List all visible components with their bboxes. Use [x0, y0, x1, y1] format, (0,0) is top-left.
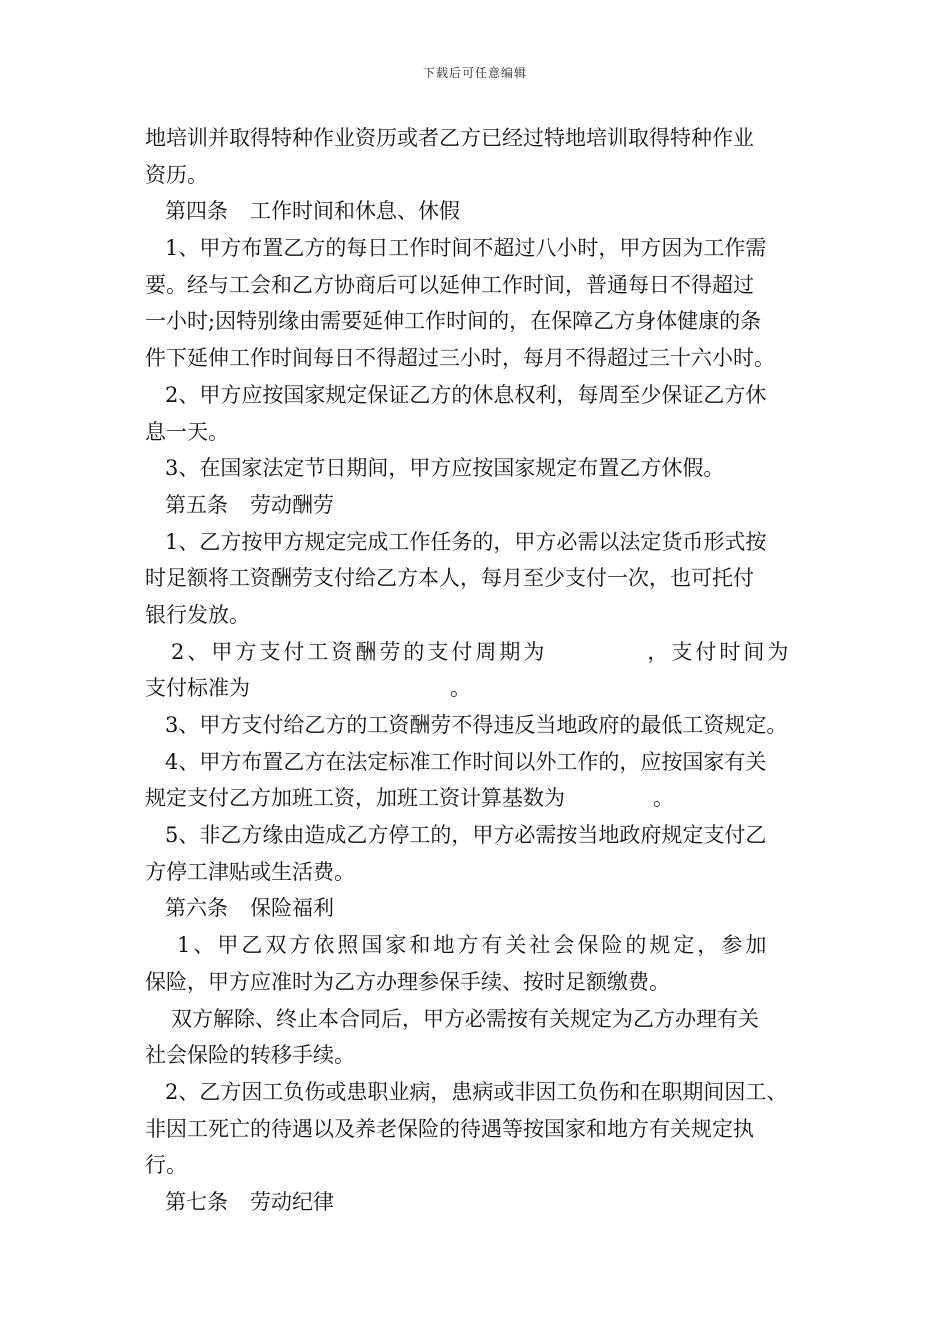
text-segment: 规定支付乙方加班工资，加班工资计算基数为 — [145, 786, 565, 811]
fill-in-line — [145, 670, 810, 707]
text-segment: 支付标准为 — [145, 676, 250, 701]
article-title: 工作时间和休息、休假 — [250, 199, 460, 224]
text-segment: ，支付时间为 — [647, 639, 792, 664]
text-line: 银行发放。 — [145, 602, 250, 627]
article-title: 劳动酬劳 — [250, 492, 334, 517]
text-line: 2、甲方应按国家规定保证乙方的休息权利，每周至少保证乙方休 — [165, 382, 767, 407]
text-line: 件下延伸工作时间每日不得超过三小时，每月不得超过三十六小时。 — [145, 346, 775, 371]
article-heading — [145, 487, 810, 524]
text-line: 保险，甲方应准时为乙方办理参保手续、按时足额缴费。 — [145, 969, 670, 994]
text-segment: 。 — [653, 786, 674, 811]
article-number: 第六条 — [165, 896, 228, 921]
text-line: 资历。 — [145, 162, 208, 187]
text-segment: 2、甲方支付工资酬劳的支付周期为 — [171, 639, 548, 664]
page-header: 下载后可任意编辑 — [422, 66, 527, 80]
text-line: 3、甲方支付给乙方的工资酬劳不得违反当地政府的最低工资规定。 — [165, 713, 788, 737]
article-title: 劳动纪律 — [250, 1189, 334, 1214]
text-line: 方停工津贴或生活费。 — [145, 859, 355, 884]
text-line: 息一天。 — [145, 419, 229, 444]
article-heading — [145, 193, 810, 230]
article-number: 第四条 — [165, 199, 228, 224]
fill-in-line — [145, 780, 810, 817]
text-line: 地培训并取得特种作业资历或者乙方已经过特地培训取得特种作业 — [145, 126, 754, 150]
article-number: 第五条 — [165, 492, 228, 517]
text-line: 时足额将工资酬劳支付给乙方本人，每月至少支付一次，也可托付 — [145, 566, 754, 591]
document-body — [145, 120, 810, 1221]
text-line: 要。经与工会和乙方协商后可以延伸工作时间，普通每日不得超过 — [145, 272, 754, 297]
text-line: 行。 — [145, 1153, 187, 1178]
text-segment: 。 — [450, 676, 471, 701]
text-line: 1、甲乙双方依照国家和地方有关社会保险的规定，参加 — [177, 933, 770, 958]
text-line: 一小时;因特别缘由需要延伸工作时间的，在保障乙方身体健康的条 — [145, 309, 762, 334]
text-line: 非因工死亡的待遇以及养老保险的待遇等按国家和地方有关规定执 — [145, 1116, 754, 1141]
text-line: 3、在国家法定节日期间，甲方应按国家规定布置乙方休假。 — [165, 456, 725, 481]
text-line: 2、乙方因工负伤或患职业病，患病或非因工负伤和在职期间因工、 — [165, 1079, 788, 1104]
article-title: 保险福利 — [250, 896, 334, 921]
text-line: 1、甲方布置乙方的每日工作时间不超过八小时，甲方因为工作需 — [165, 236, 767, 261]
text-line: 1、乙方按甲方规定完成工作任务的，甲方必需以法定货币形式按 — [165, 529, 767, 554]
fill-in-line — [145, 634, 810, 671]
article-heading — [145, 890, 810, 927]
text-line: 5、非乙方缘由造成乙方停工的，甲方必需按当地政府规定支付乙 — [165, 823, 767, 848]
article-number: 第七条 — [165, 1189, 228, 1214]
text-line: 双方解除、终止本合同后，甲方必需按有关规定为乙方办理有关 — [171, 1006, 759, 1031]
article-heading — [145, 1184, 810, 1221]
text-line: 4、甲方布置乙方在法定标准工作时间以外工作的，应按国家有关 — [165, 749, 767, 774]
text-line: 社会保险的转移手续。 — [145, 1043, 355, 1068]
